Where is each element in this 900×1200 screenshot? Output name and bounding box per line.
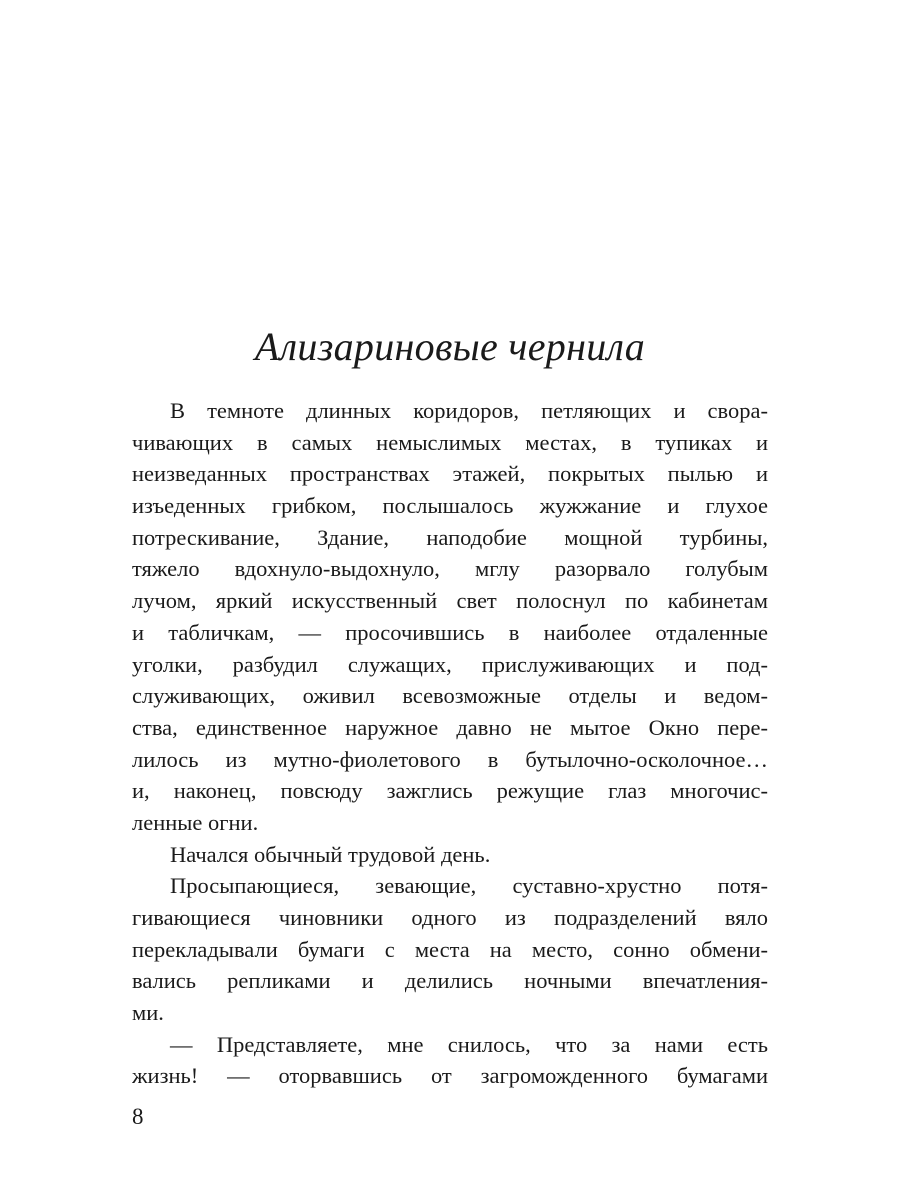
- text-line: гивающиеся чиновники одного из подразделений вяло: [132, 905, 768, 930]
- text-line: лучом, яркий искусственный свет полоснул по кабинетам: [132, 588, 768, 614]
- text-line: и табличкам, — просочившись в наиболее отдаленные: [132, 619, 768, 645]
- text-line: вались репликами и делились ночными впечатления-: [132, 968, 768, 994]
- text-line: перекладывали бумаги с места на место, сонно обмени-: [132, 936, 768, 962]
- text-line: ми.: [132, 1000, 164, 1026]
- text-line: тяжело вдохнуло-выдохнуло, мглу разорвало голубым: [132, 556, 768, 582]
- text-line: ства, единственное наружное давно не мытое Окно пере-: [132, 714, 768, 740]
- text-line: ленные огни.: [132, 809, 259, 835]
- text-line: и, наконец, повсюду зажглись режущие глаз многочис-: [132, 778, 768, 804]
- text-line: лилось из мутно-фиолетового в бутылочно-осколочное…: [132, 746, 768, 772]
- text-line: — Представляете, мне снилось, что за нами есть: [170, 1031, 768, 1057]
- text-line: Начался обычный трудовой день.: [170, 841, 491, 867]
- text-line: изъеденных грибком, послышалось жужжание и глухое: [132, 493, 768, 519]
- page-number: 8: [132, 1104, 144, 1129]
- text-line: потрескивание, Здание, наподобие мощной турбины,: [132, 524, 768, 550]
- text-line: чивающих в самых немыслимых местах, в тупиках и: [132, 429, 768, 455]
- text-line: служивающих, оживил всевозможные отделы и ведом-: [132, 683, 768, 709]
- text-line: уголки, разбудил служащих, прислуживающих и под-: [132, 651, 768, 677]
- text-line: неизведанных пространствах этажей, покрытых пылью и: [132, 461, 768, 487]
- body-text: [132, 395, 768, 1092]
- chapter-title: Ализариновые чернила: [254, 324, 646, 369]
- text-line: В темноте длинных коридоров, петляющих и свора-: [170, 398, 768, 423]
- text-line: Просыпающиеся, зевающие, суставно-хрустно потя-: [170, 873, 768, 899]
- text-line: жизнь! — оторвавшись от загроможденного бумагами: [132, 1063, 768, 1089]
